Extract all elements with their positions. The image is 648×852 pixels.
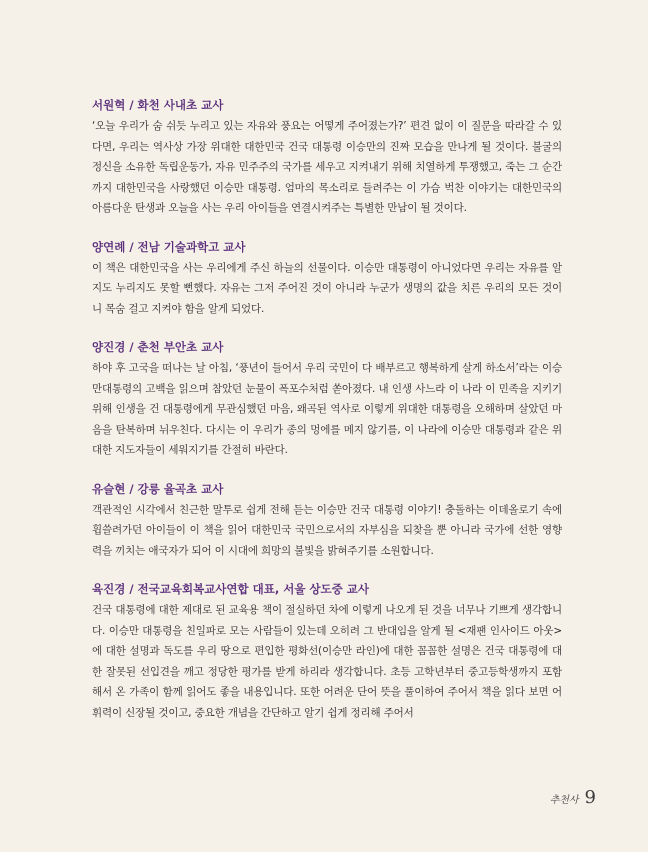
- page-footer: [550, 787, 596, 808]
- testimonial-5: [92, 580, 562, 723]
- testimonial-author: 육진경 / 전국교육회복교사연합 대표, 서울 상도중 교사: [92, 582, 369, 596]
- section-label: 추천사: [549, 795, 579, 806]
- testimonial-text: 하야 후 고국을 떠나는 날 아침, ‘풍년이 들어서 우리 국민이 다 배부르고 행복하게 살게 하소서’라는 이승만대통령의 고백을 읽으며 참았던 눈물이 폭포수처럼 쏟아졌다. 내 인생 사느라 이 나라 이 민족을 지키기 위해 인생을 건 대통령에게 무관심했던 마음, 왜곡된 역사로 이렇게 위대한 대통령을 오해하며 살았던 마음을 탄복하며 뉘우친다. 다시는 이 우리가 종의 멍에를 메지 않기를, 이 나라에 이승만 대통령과 같은 위대한 지도자들이 세워지기를 간절히 바란다.: [92, 362, 562, 456]
- testimonials-list: [92, 96, 562, 742]
- testimonial-author: 양진경 / 춘천 부안초 교사: [92, 340, 224, 354]
- testimonial-text: 이 책은 대한민국을 사는 우리에게 주신 하늘의 선물이다. 이승만 대통령이 아니었다면 우리는 자유를 알지도 누리지도 못할 뻔했다. 자유는 그저 주어진 것이 아니라 누군가 생명의 값을 치른 우리의 모든 것이니 목숨 걸고 지켜야 함을 알게 되었다.: [92, 261, 562, 315]
- testimonial-author: 유슬현 / 강릉 율곡초 교사: [92, 481, 224, 496]
- testimonial-author: 서원혁 / 화천 사내초 교사: [92, 98, 224, 112]
- testimonial-text: ‘오늘 우리가 숨 쉬듯 누리고 있는 자유와 풍요는 어떻게 주어졌는가?’ 편견 없이 이 질문을 따라갈 수 있다면, 우리는 역사상 가장 위대한 대한민국 건국 대통령 이승만의 진짜 모습을 만나게 될 것이다. 불굴의 정신을 소유한 독립운동가, 자유 민주주의 국가를 세우고 지켜내기 위해 치열하게 투쟁했고, 죽는 그 순간까지 대한민국을 사랑했던 이승만 대통령. 엄마의 목소리로 들려주는 이 가슴 벅찬 이야기는 대한민국의 아름다운 탄생과 오늘을 사는 우리 아이들을 연결시켜주는 특별한 만남이 될 것이다.: [92, 120, 562, 214]
- testimonial-2: [92, 238, 562, 320]
- testimonial-author: 양연례 / 전남 기술과학고 교사: [92, 239, 246, 254]
- testimonial-text: 객관적인 시각에서 친근한 말투로 쉽게 전해 듣는 이승만 건국 대통령 이야기! 충돌하는 이데올로기 속에 휩쓸려가던 아이들이 이 책을 읽어 대한민국 국민으로서의 자부심을 되찾을 뿐 아니라 국가에 선한 영향력을 끼치는 애국자가 되어 이 시대에 희망의 불빛을 밝혀주기를 소원합니다.: [92, 503, 562, 557]
- testimonial-1: [92, 96, 562, 219]
- page-number: 9: [584, 787, 596, 808]
- testimonial-3: [92, 338, 562, 461]
- testimonial-4: [92, 480, 562, 562]
- testimonial-text: 건국 대통령에 대한 제대로 된 교육용 책이 절실하던 차에 이렇게 나오게 된 것을 너무나 기쁘게 생각합니다. 이승만 대통령을 친일파로 모는 사람들이 있는데 오히려 그 반대임을 알게 될 <재팬 인사이드 아웃>에 대한 설명과 독도를 우리 땅으로 편입한 평화선(이승만 라인)에 대한 꼼꼼한 설명은 건국 대통령에 대한 잘못된 선입견을 깨고 정당한 평가를 받게 하리라 생각합니다. 초등 고학년부터 중고등학생까지 포함해서 온 가족이 함께 읽어도 좋을 내용입니다. 또한 어려운 단어 뜻을 풀이하여 주어서 책을 읽다 보면 어휘력이 신장될 것이고, 중요한 개념을 간단하고 알기 쉽게 정리해 주어서: [92, 604, 562, 719]
